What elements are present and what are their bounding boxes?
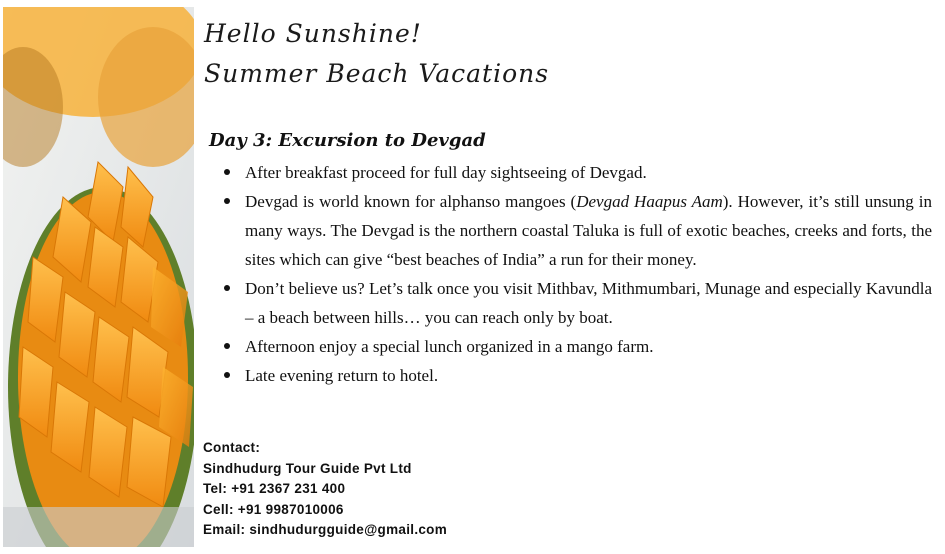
- mango-illustration: [3, 7, 194, 547]
- cellphone: Cell: +91 9987010006: [203, 501, 344, 517]
- mango-photo: [3, 7, 194, 547]
- bullet-icon: [224, 372, 230, 378]
- header-subtitle: Summer Beach Vacations: [204, 59, 550, 88]
- header-greeting: Hello Sunshine!: [204, 19, 422, 48]
- list-item-italic: Devgad Haapus Aam: [576, 192, 723, 211]
- itinerary-list: [222, 158, 932, 390]
- list-item-text-end: ). However, it’s still unsung in many ways. The Devgad is the northern coastal Taluka is full of exotic beaches, creeks and forts, the sites which can give “best beaches of India” a run for their money.: [245, 192, 932, 269]
- list-item: [222, 187, 932, 274]
- bullet-icon: [224, 343, 230, 349]
- list-item: [222, 361, 932, 390]
- telephone: Tel: +91 2367 231 400: [203, 481, 346, 496]
- list-item: [222, 332, 932, 361]
- list-item-text: Don’t believe us? Let’s talk once you visit Mithbav, Mithmumbari, Munage and especially Kavundla – a beach between hills… you can reach only by boat.: [245, 279, 932, 327]
- company-name: Sindhudurg Tour Guide Pvt Ltd: [203, 460, 412, 476]
- bullet-icon: [224, 169, 230, 175]
- list-item: [222, 274, 932, 332]
- list-item-text: Afternoon enjoy a special lunch organized in a mango farm.: [245, 337, 654, 356]
- section-title: Day 3: Excursion to Devgad: [209, 130, 486, 151]
- email-address[interactable]: Email: sindhudurgguide@gmail.com: [203, 522, 448, 537]
- bullet-icon: [224, 198, 230, 204]
- page-header: [204, 14, 924, 94]
- contact-heading: Contact:: [203, 440, 261, 455]
- contact-block: [203, 438, 447, 541]
- list-item-text: Late evening return to hotel.: [245, 366, 439, 385]
- list-item: [222, 158, 932, 187]
- list-item-text-start: Devgad is world known for alphanso mangoes (: [245, 192, 577, 211]
- bullet-icon: [224, 285, 230, 291]
- list-item-text: After breakfast proceed for full day sightseeing of Devgad.: [245, 163, 647, 182]
